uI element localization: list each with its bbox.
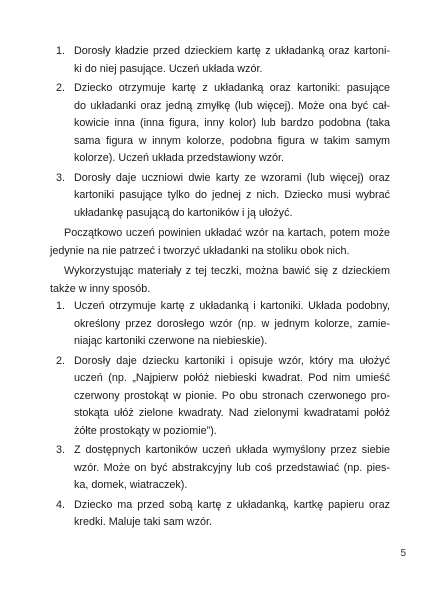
text-line: ki do niej pasujące. Uczeń układa wzór. [74,62,263,75]
text-line: ka, domek, wiatraczek). [74,479,188,491]
text-line: jedynie na nie patrzeć i tworzyć układanki na stoliku obok nich. [50,244,350,257]
text-line: Uczeń otrzymuje kartę z układanką i kartoniki. Układa podobny, [74,300,390,312]
text-line: układankę pasującą do kartoników i ją ułożyć. [74,206,293,219]
text-line: wzór. Może on być abstrakcyjny lub coś przedstawiać (np. pies- [74,461,390,474]
list-text [74,43,390,78]
list-item [56,442,390,495]
text-line: określony przez dorosłego wzór (np. w jednym kolorze, zamie- [74,317,390,330]
text-line: Początkowo uczeń powinien układać wzór na kartach, potem może [64,227,390,239]
list-text [74,170,390,223]
text-line: kowicie inna (inna figura, inny kolor) lub bardzo podobna (taka [74,117,390,129]
text-line: także w inny sposób. [50,282,151,295]
list-item [56,497,390,532]
page-content [50,43,390,532]
list-text [74,353,390,441]
list-number: 1. [56,300,66,312]
text-line: sama figura w innym kolorze, podobna figura w takim samym [74,134,390,147]
list-number: 2. [56,354,66,367]
text-line: Dziecko otrzymuje kartę z układanką oraz kartoniki: pasujące [74,82,390,94]
text-line: Dorosły daje uczniowi dwie karty ze wzorami (lub więcej) oraz [74,171,390,184]
list-number: 3. [56,444,66,456]
list-number: 1. [56,45,66,57]
text-line: stokąta ułóż zielone kwadraty. Nad zielonymi kwadratami połóż [74,407,390,419]
list-number: 2. [56,82,66,94]
list-text [74,298,390,351]
text-line: Z dostępnych kartoników uczeń układa wymyślony przez siebie [74,444,390,456]
text-line: Dorosły daje dziecku kartoniki i opisuje wzór, który ma ułożyć [74,354,390,367]
paragraph-variants [50,263,390,298]
list-item [56,170,390,223]
text-line: Dziecko ma przed sobą kartę z układanką, kartkę papieru oraz [74,498,390,511]
instruction-list-1 [56,43,390,222]
text-line: niając kartoniki czerwone na niebieskie). [74,335,268,347]
list-text [74,442,390,495]
list-item [56,298,390,351]
page-number: 5 [400,548,406,559]
list-item [56,353,390,441]
text-line: żółte prostokąty w poziomie”). [74,424,217,437]
list-item [56,43,390,78]
text-line: kartoniki pasujące tylko do jednej z nich. Dziecko musi wybrać [74,189,390,201]
text-line: kolorze). Uczeń układa przedstawiony wzór. [74,152,285,164]
list-text [74,497,390,532]
list-text [74,80,390,168]
text-line: kredki. Maluje taki sam wzór. [74,516,213,528]
paragraph-start [50,225,390,260]
list-number: 3. [56,171,66,184]
text-line: do układanki oraz jedną zmyłkę (lub więcej). Może ona być cał- [74,99,390,112]
instruction-list-2 [56,298,390,532]
list-number: 4. [56,498,66,511]
text-line: Wykorzystując materiały z tej teczki, można bawić się z dzieckiem [64,265,390,277]
text-line: uczeń (np. „Najpierw połóż niebieski kwadrat. Pod nim umieść [74,372,390,384]
text-line: Dorosły kładzie przed dzieckiem kartę z układanką oraz kartoni- [74,45,390,57]
text-line: czerwony prostokąt w pionie. Po obu stronach czerwonego pro- [74,389,390,402]
list-item [56,80,390,168]
